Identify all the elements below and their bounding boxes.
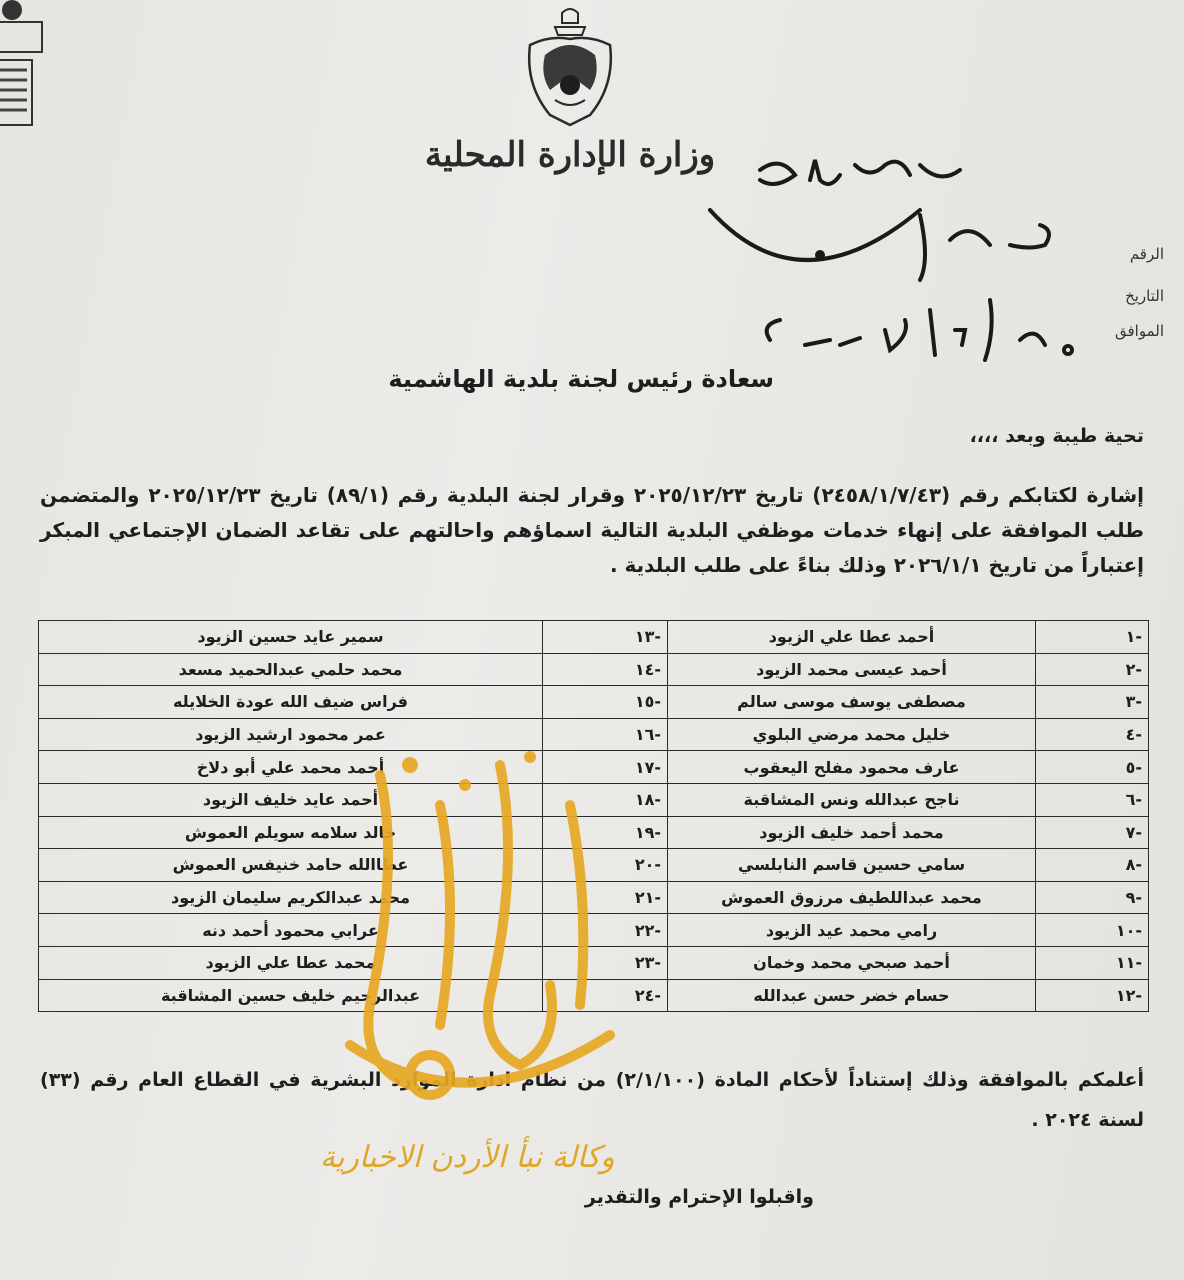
employee-number: -٣ xyxy=(1036,686,1149,719)
employee-number: -١١ xyxy=(1036,946,1149,979)
employee-name: محمد حلمي عبدالحميد مسعد xyxy=(39,653,543,686)
corresponding-date-label: الموافق xyxy=(1114,322,1164,340)
employee-number: -٢٣ xyxy=(543,946,668,979)
employee-number: -١٤ xyxy=(543,653,668,686)
employee-name: محمد عبدالكريم سليمان الزيود xyxy=(39,881,543,914)
employee-number: -٥ xyxy=(1036,751,1149,784)
employee-name: خالد سلامه سويلم العموش xyxy=(39,816,543,849)
employee-number: -١٧ xyxy=(543,751,668,784)
employee-number: -٨ xyxy=(1036,849,1149,882)
employee-name: عمر محمود ارشيد الزيود xyxy=(39,718,543,751)
employee-number: -١٠ xyxy=(1036,914,1149,947)
employee-name: سمير عايد حسين الزيود xyxy=(39,621,543,654)
employee-name: محمد عطا علي الزيود xyxy=(39,946,543,979)
number-label: الرقم xyxy=(1129,245,1164,263)
table-row xyxy=(39,653,1149,686)
employee-number: -١٣ xyxy=(543,621,668,654)
employee-number: -١٨ xyxy=(543,783,668,816)
employee-name: عطاالله حامد خنيفس العموش xyxy=(39,849,543,882)
employee-name: أحمد عيسى محمد الزيود xyxy=(668,653,1036,686)
greeting: تحية طيبة وبعد ،،،، xyxy=(969,425,1144,447)
employee-number: -٢٠ xyxy=(543,849,668,882)
table-row xyxy=(39,686,1149,719)
date-label: التاريخ xyxy=(1125,287,1164,305)
employee-name: عرابي محمود أحمد دنه xyxy=(39,914,543,947)
employee-number: -١ xyxy=(1036,621,1149,654)
employee-number: -١٢ xyxy=(1036,979,1149,1012)
handwritten-reference xyxy=(700,150,1120,390)
employee-number: -٢٤ xyxy=(543,979,668,1012)
employee-name: عارف محمود مفلح اليعقوب xyxy=(668,751,1036,784)
jordan-emblem-icon xyxy=(520,5,620,130)
employee-name: أحمد عطا علي الزيود xyxy=(668,621,1036,654)
ministry-name: وزارة الإدارة المحلية xyxy=(424,135,716,175)
employee-name: أحمد عايد خليف الزيود xyxy=(39,783,543,816)
body-paragraph: إشارة لكتابكم رقم (٢٤٥٨/١/٧/٤٣) تاريخ ٢٠٢٥/١٢/٢٣ وقرار لجنة البلدية رقم (٨٩/١) تاريخ ٢٠٢٥/١٢/٢٣ والمتضمن طلب الموافقة على إنهاء خدمات موظفي البلدية التالية اسماؤهم واحالتهم على تقاعد الضمان الإجتماعي المبكر إعتباراً من تاريخ ٢٠٢٦/١/١ وذلك بناءً على طلب البلدية . xyxy=(40,483,1144,577)
employee-name: مصطفى يوسف موسى سالم xyxy=(668,686,1036,719)
employee-name: رامي محمد عيد الزيود xyxy=(668,914,1036,947)
employee-number: -٢٢ xyxy=(543,914,668,947)
municipality-seal-icon xyxy=(0,0,52,130)
news-agency-watermark-logo xyxy=(290,745,650,1125)
employee-name: فراس ضيف الله عودة الخلايله xyxy=(39,686,543,719)
employee-name: سامي حسين قاسم النابلسي xyxy=(668,849,1036,882)
employee-number: -١٥ xyxy=(543,686,668,719)
watermark-caption: وكالة نبأ الأردن الاخبارية xyxy=(320,1140,615,1175)
employee-name: ناجح عبدالله ونس المشاقبة xyxy=(668,783,1036,816)
employee-number: -٧ xyxy=(1036,816,1149,849)
employee-name: أحمد محمد علي أبو دلاخ xyxy=(39,751,543,784)
employee-number: -٢١ xyxy=(543,881,668,914)
employee-name: محمد أحمد خليف الزيود xyxy=(668,816,1036,849)
employee-name: أحمد صبحي محمد وخمان xyxy=(668,946,1036,979)
employee-number: -٢ xyxy=(1036,653,1149,686)
employee-name: خليل محمد مرضي البلوي xyxy=(668,718,1036,751)
employee-number: -١٦ xyxy=(543,718,668,751)
employee-number: -٤ xyxy=(1036,718,1149,751)
employee-name: حسام خضر حسن عبدالله xyxy=(668,979,1036,1012)
employee-number: -١٩ xyxy=(543,816,668,849)
recipient-line: سعادة رئيس لجنة بلدية الهاشمية xyxy=(388,365,774,393)
regards-line: واقبلوا الإحترام والتقدير xyxy=(584,1186,814,1208)
closing-paragraph: أعلمكم بالموافقة وذلك إستناداً لأحكام المادة (٢/١/١٠٠) من نظام ادارة الموارد البشرية في القطاع العام رقم (٣٣) لسنة ٢٠٢٤ . xyxy=(40,1069,1144,1131)
table-row xyxy=(39,621,1149,654)
employee-number: -٩ xyxy=(1036,881,1149,914)
employee-name: محمد عبداللطيف مرزوق العموش xyxy=(668,881,1036,914)
employee-number: -٦ xyxy=(1036,783,1149,816)
employee-name: عبدالرحيم خليف حسين المشاقبة xyxy=(39,979,543,1012)
